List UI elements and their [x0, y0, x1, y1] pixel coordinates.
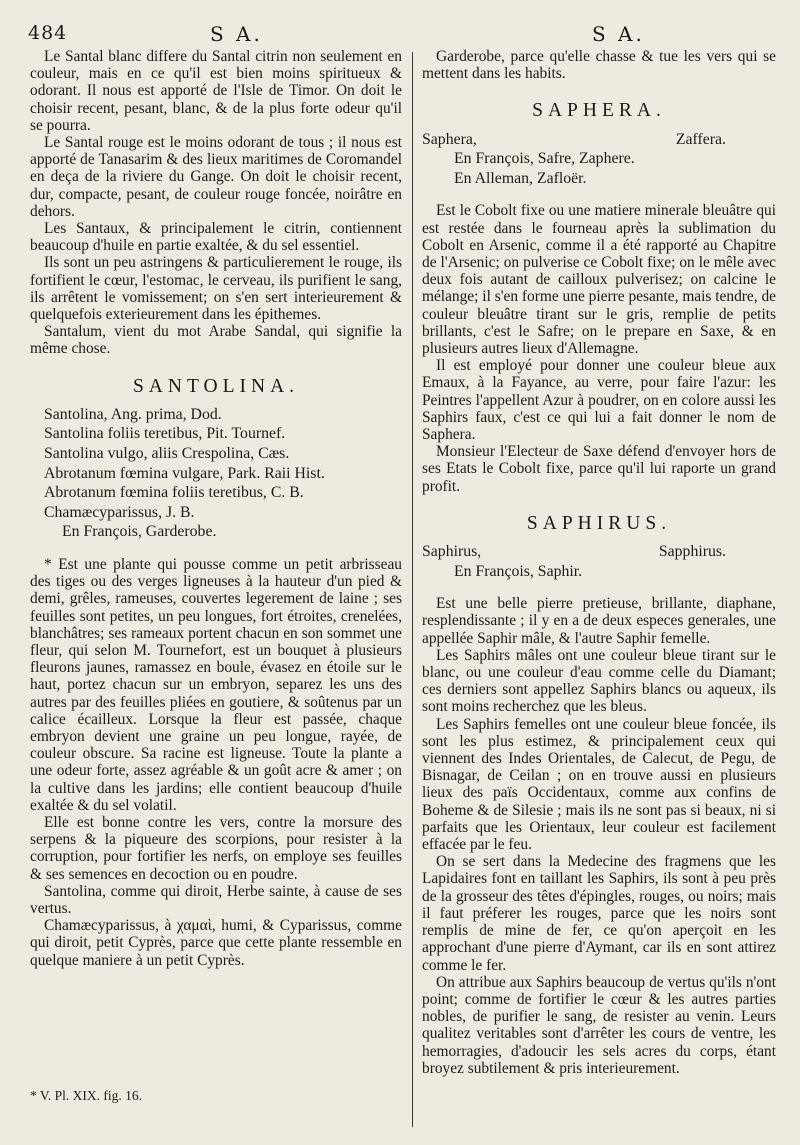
paragraph: Chamæcyparissus, à χαμαὶ, humi, & Cyparissus, comme qui diroit, petit Cyprès, parce que cette plante ressemble en quelque maniere à un petit Cyprès.	[30, 917, 402, 969]
german-name-line: En Alleman, Zafloër.	[454, 169, 587, 187]
synonym-line: Abrotanum fœmina vulgare, Park. Raii Hist.	[44, 464, 325, 482]
paragraph: Le Santal blanc differe du Santal citrin non seulement en couleur, mais en ce qu'il est bien moins spiritueux & odorant. Il nous est apporté de l'Isle de Timor. On doit le choisir recent, pesant, blanc, & de la plus forte odeur qu'il se pourra.	[30, 48, 402, 134]
left-column	[30, 48, 402, 969]
running-head-right: S A.	[592, 22, 645, 46]
paragraph: * Est une plante qui pousse comme un petit arbrisseau des tiges ou des verges ligneuses à la hauteur d'un pied & demi, grêles, rameuses, couvertes legerement de laine ; ses feuilles sont petites, un peu longues, fort étroites, crenelées, blanchâtres; ses rameaux portent chacun en son sommet une fleur, qui selon M. Tournefort, est un bouquet à plusieurs fleurons jaunes, ramassez en boule, évasez en étoile sur le haut, portez chacun sur un embryon, separez les uns des autres par des feuilles pliées en goutiere, & soûtenus par un calice écailleux. Lorsque la fleur est passée, chaque embryon devient une graine un peu longue, rayée, de couleur obscure. Sa racine est ligneuse. Toute la plante a une odeur forte, assez agréable & un goût acre & amer ; on la cultive dans les jardins; elle contient beaucoup d'huile exaltée & du sel volatil.	[30, 556, 402, 814]
paragraph: Est une belle pierre pretieuse, brillante, diaphane, resplendissante ; il y en a de deux especes generales, une appellée Saphir mâle, & l'autre Saphir femelle.	[422, 595, 776, 647]
spacer	[422, 188, 776, 202]
synonym-row	[422, 542, 776, 562]
right-column	[422, 48, 776, 1077]
synonym-line: Santolina, Ang. prima, Dod.	[44, 405, 222, 423]
spacer	[30, 542, 402, 556]
spacer	[422, 581, 776, 595]
synonym-line: Santolina foliis teretibus, Pit. Tournef.	[44, 425, 286, 443]
running-head-left: S A.	[210, 22, 263, 46]
entry-heading-saphera: SAPHERA.	[532, 100, 666, 122]
paragraph: On attribue aux Saphirs beaucoup de vertus qu'ils n'ont point; comme de fortifier le cœur & les autres parties nobles, de purifier le sang, de resister au venin. Leurs qualitez veritables sont d'arrêter les cours de ventre, les hemorragies, d'adoucir les sels acres du corps, étant broyez subtilement & pris interieurement.	[422, 973, 776, 1077]
paragraph: Les Saphirs femelles ont une couleur bleue foncée, ils sont les plus estimez, & principalement ceux qui viennent des Indes Orientales, de Calecut, de Pegu, de Bisnagar, de Ceilan ; on en trouve aussi en plusieurs lieux des païs Occidentaux, comme aux confins de Boheme & de Silesie ; mais ils ne sont pas si beaux, ni si parfaits que les Orientaux, leur couleur est facilement effacée par le feu.	[422, 715, 776, 854]
synonym-row	[422, 130, 776, 150]
entry-heading-saphirus: SAPHIRUS.	[526, 512, 672, 534]
column-divider	[412, 52, 413, 1127]
paragraph: Elle est bonne contre les vers, contre la morsure des serpens & la piqueure des scorpions, pour resister à la corruption, pour fortifier les nerfs, on employe ses feuilles & ses semences en decoction ou en poudre.	[30, 814, 402, 883]
synonym-latin: Zaffera.	[675, 130, 726, 148]
footnote: * V. Pl. XIX. fig. 16.	[30, 1088, 143, 1103]
page-number: 484	[28, 22, 68, 44]
synonym-line: Santolina vulgo, aliis Crespolina, Cæs.	[44, 445, 290, 463]
synonym-line: Chamæcyparissus, J. B.	[44, 503, 195, 521]
paragraph: On se sert dans la Medecine des fragmens que les Lapidaires font en taillant les Saphirs, ils sont à peu près de la grosseur des têtes d'épingles, rouges, ou noirs; mais il faut préferer les rouges, parce que les noirs sont remplis de mine de fer, ce qu'on aperçoit en les approchant d'une pierre d'Aymant, car ils en sont attirez comme le fer.	[422, 853, 776, 974]
synonym-latin: Saphirus,	[422, 543, 482, 561]
paragraph: Le Santal rouge est le moins odorant de tous ; il nous est apporté de Tanasarim & des lieux maritimes de Coromandel en deça de la riviere du Gange. On doit le choisir recent, dur, compacte, pesant, de couleur rouge foncée, noirâtre en dehors.	[30, 134, 402, 220]
paragraph: Garderobe, parce qu'elle chasse & tue les vers qui se mettent dans les habits.	[422, 48, 776, 83]
paragraph: Santalum, vient du mot Arabe Sandal, qui signifie la même chose.	[30, 323, 402, 358]
paragraph: Ils sont un peu astringens & particulierement le rouge, ils fortifient le cœur, l'estomac, le cerveau, ils purifient le sang, ils arrêtent le vomissement; on s'en sert interieurement & quelquefois exterieurement dans les épithemes.	[30, 254, 402, 324]
paragraph: Santolina, comme qui diroit, Herbe sainte, à cause de ses vertus.	[30, 882, 402, 918]
french-name-line: En François, Garderobe.	[62, 523, 217, 541]
paragraph: Les Santaux, & principalement le citrin, contiennent beaucoup d'huile en partie exaltée, & du sel essentiel.	[30, 220, 402, 255]
synonym-latin: Sapphirus.	[658, 543, 726, 561]
entry-heading-santolina: SANTOLINA.	[132, 375, 300, 397]
synonym-line: Abrotanum fœmina foliis teretibus, C. B.	[44, 484, 304, 502]
french-name-line: En François, Safre, Zaphere.	[454, 150, 635, 168]
paragraph: Est le Cobolt fixe ou une matiere minerale bleuâtre qui est restée dans le fourneau après la sublimation du Cobolt en Arsenic, comme il a été rapporté au Chapitre de l'Arsenic; on pulverise ce Cobolt fixe; on le mêle avec deux fois autant de cailloux pulverisez; on calcine le mélange; il s'en forme une pierre pesante, mais tendre, de couleur bleuâtre tirant sur le gris, remplie de petits brillants, c'est le Safre; on le prepare en Saxe, & en plusieurs autres lieux d'Allemagne.	[422, 202, 776, 358]
paragraph: Il est employé pour donner une couleur bleue aux Emaux, à la Fayance, au verre, pour faire l'azur: les Peintres l'appellent Azur à poudrer, on en colore aussi les Saphirs faux, c'est ce qui lui a fait donner le nom de Saphera.	[422, 357, 776, 444]
paragraph: Les Saphirs mâles ont une couleur bleue tirant sur le blanc, ou une couleur d'eau comme celle du Diamant; ces derniers sont appellez Saphirs blancs ou aqueux, ils sont moins recherchez que les bleus.	[422, 646, 776, 716]
paragraph: Monsieur l'Electeur de Saxe défend d'envoyer hors de ses Etats le Cobolt fixe, parce qu'il lui raporte un grand profit.	[422, 443, 776, 495]
synonym-latin: Saphera,	[422, 130, 477, 148]
french-name-line: En François, Saphir.	[454, 562, 583, 580]
